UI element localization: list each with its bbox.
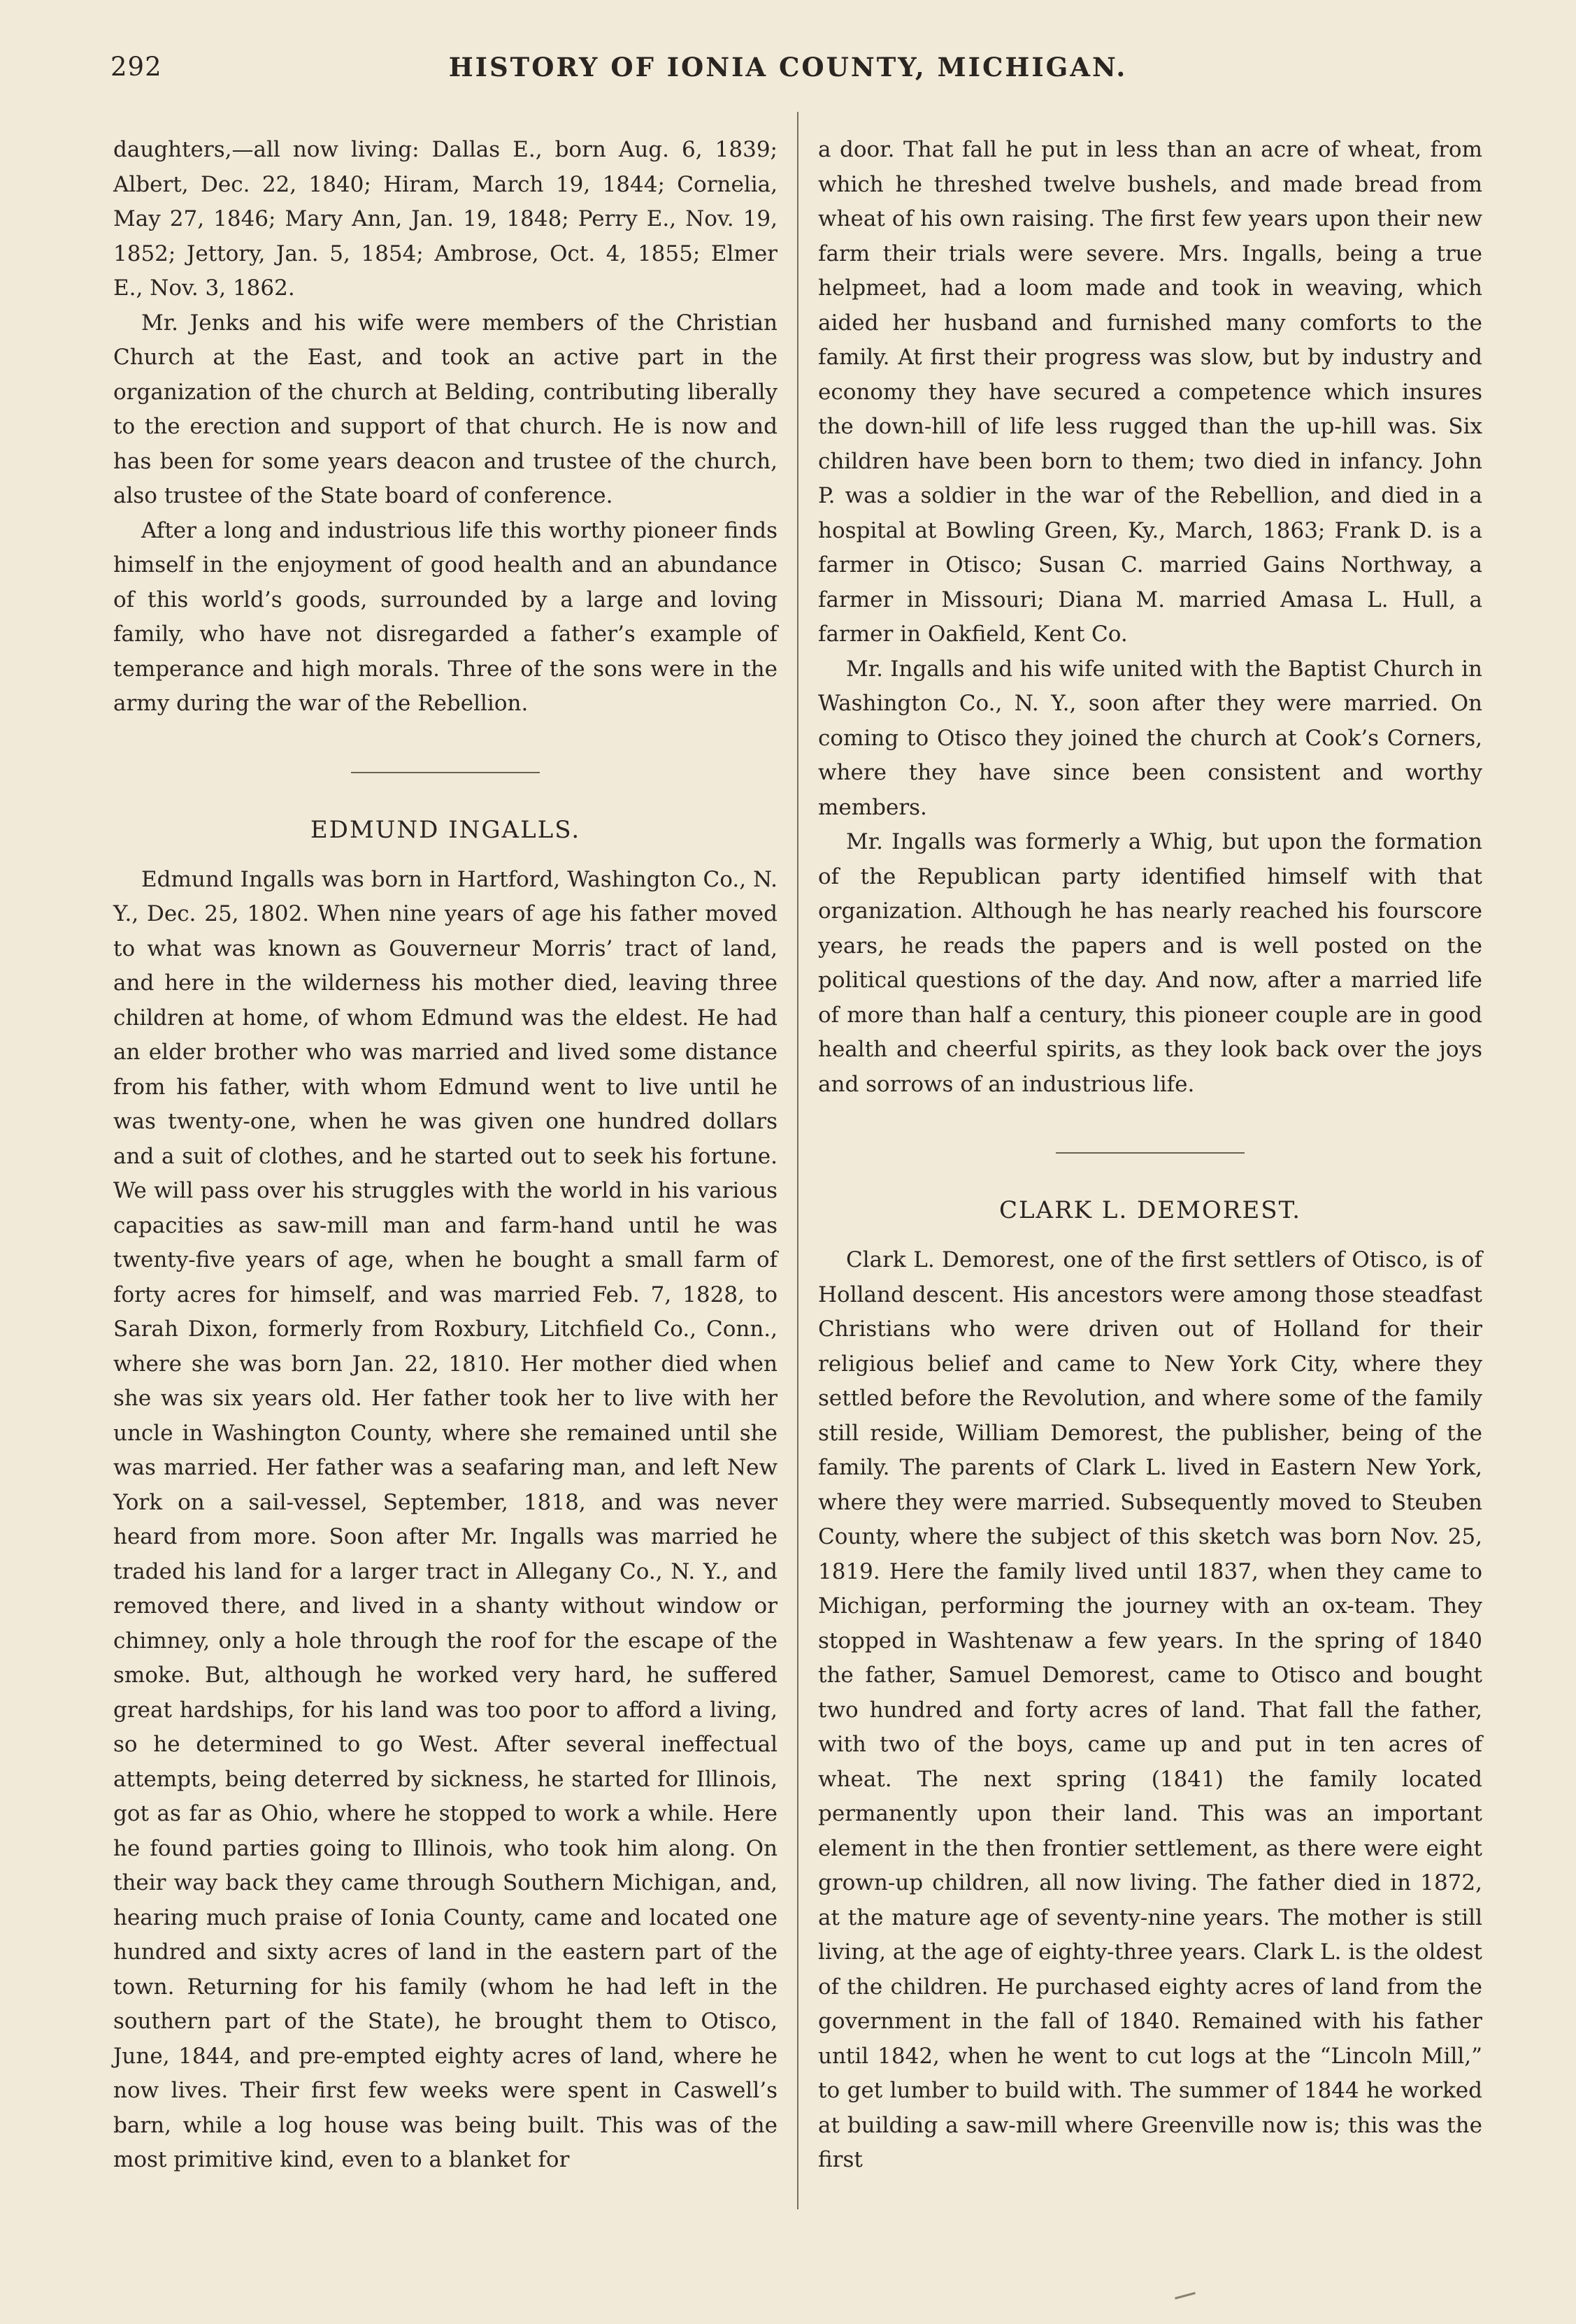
- ingalls-politics-paragraph: Mr. Ingalls was formerly a Whig, but upon the formation of the Republican party identified himself with that organization. Although he has nearly reached his fourscore years, he reads the papers and is well posted on the political questions of the day. And now, after a married life of more than half a century, this pioneer couple are in good health and cheerful spirits, as they look back over the joys and sorrows of an industrious life.: [818, 829, 1482, 1097]
- demorest-biography-paragraph: Clark L. Demorest, one of the first settlers of Otisco, is of Holland descent. His ancestors were among those steadfast Christians who were driven out of Holland for their religious belief and came to New York City, where they settled before the Revolution, and where some of the family still reside, William Demorest, the publisher, being of the family. The parents of Clark L. lived in Eastern New York, where they were married. Subsequently moved to Steuben County, where the subject of this sketch was born Nov. 25, 1819. Here the family lived until 1837, when they came to Michigan, performing the journey with an ox-team. They stopped in Washtenaw a few years. In the spring of 1840 the father, Samuel Demorest, came to Otisco and bought two hundred and forty acres of land. That fall the father, with two of the boys, came up and put in ten acres of wheat. The next spring (1841) the family located permanently upon their land. This was an important element in the then frontier settlement, as there were eight grown-up children, all now living. The father died in 1872, at the mature age of seventy-nine years. The mother is still living, at the age of eighty-three years. Clark L. is the oldest of the children. He purchased eighty acres of land from the government in the fall of 1840. Remained with his father until 1842, when he went to cut logs at the “Lincoln Mill,” to get lumber to build with. The summer of 1844 he worked at building a saw-mill where Greenville now is; this was the first: [818, 1247, 1482, 2172]
- jenks-children-paragraph: daughters,—all now living: Dallas E., born Aug. 6, 1839; Albert, Dec. 22, 1840; Hiram, March 19, 1844; Cornelia, May 27, 1846; Mary Ann, Jan. 19, 1848; Perry E., Nov. 19, 1852; Jettory, Jan. 5, 1854; Ambrose, Oct. 4, 1855; Elmer E., Nov. 3, 1862.: [113, 137, 778, 301]
- running-title: HISTORY OF IONIA COUNTY, MICHIGAN.: [448, 52, 1128, 83]
- section-title-clark-demorest: CLARK L. DEMOREST.: [998, 1196, 1302, 1224]
- left-column: [113, 133, 778, 2178]
- section-divider-rule: [1056, 1152, 1245, 1154]
- jenks-closing-paragraph: After a long and industrious life this worthy pioneer finds himself in the enjoyment of good health and an abundance of this world’s goods, surrounded by a large and loving family, who have not disregarded a father’s example of temperance and high morals. Three of the sons were in the army during the war of the Rebellion.: [113, 517, 778, 716]
- section-title-edmund-ingalls: EDMUND INGALLS.: [310, 815, 581, 844]
- column-divider: [797, 112, 798, 2209]
- ingalls-church-paragraph: Mr. Ingalls and his wife united with the Baptist Church in Washington Co., N. Y., soon after they were married. On coming to Otisco they joined the church at Cook’s Corners, where they have since been consistent and worthy members.: [818, 656, 1482, 820]
- ink-mark: [1175, 2292, 1196, 2300]
- right-column: [818, 133, 1482, 2178]
- section-divider-rule: [351, 772, 540, 773]
- page-number: 292: [110, 52, 162, 82]
- page-header: [105, 48, 1471, 89]
- jenks-church-paragraph: Mr. Jenks and his wife were members of the Christian Church at the East, and took an active part in the organization of the church at Belding, contributing liberally to the erection and support of that church. He is now and has been for some years deacon and trustee of the church, also trustee of the State board of conference.: [113, 310, 778, 508]
- ingalls-farm-paragraph: a door. That fall he put in less than an acre of wheat, from which he threshed twelve bushels, and made bread from wheat of his own raising. The first few years upon their new farm their trials were severe. Mrs. Ingalls, being a true helpmeet, had a loom made and took in weaving, which aided her husband and furnished many comforts to the family. At first their progress was slow, but by industry and economy they have secured a competence which insures the down-hill of life less rugged than the up-hill was. Six children have been born to them; two died in infancy. John P. was a soldier in the war of the Rebellion, and died in a hospital at Bowling Green, Ky., March, 1863; Frank D. is a farmer in Otisco; Susan C. married Gains Northway, a farmer in Missouri; Diana M. married Amasa L. Hull, a farmer in Oakfield, Kent Co.: [818, 137, 1482, 647]
- ingalls-biography-paragraph: Edmund Ingalls was born in Hartford, Washington Co., N. Y., Dec. 25, 1802. When nine years of age his father moved to what was known as Gouverneur Morris’ tract of land, and here in the wilderness his mother died, leaving three children at home, of whom Edmund was the eldest. He had an elder brother who was married and lived some distance from his father, with whom Edmund went to live until he was twenty-one, when he was given one hundred dollars and a suit of clothes, and he started out to seek his fortune. We will pass over his struggles with the world in his various capacities as saw-mill man and farm-hand until he was twenty-five years of age, when he bought a small farm of forty acres for himself, and was married Feb. 7, 1828, to Sarah Dixon, formerly from Roxbury, Litchfield Co., Conn., where she was born Jan. 22, 1810. Her mother died when she was six years old. Her father took her to live with her uncle in Washington County, where she remained until she was married. Her father was a seafaring man, and left New York on a sail-vessel, September, 1818, and was never heard from more. Soon after Mr. Ingalls was married he traded his land for a larger tract in Allegany Co., N. Y., and removed there, and lived in a shanty without window or chimney, only a hole through the roof for the escape of the smoke. But, although he worked very hard, he suffered great hardships, for his land was too poor to afford a living, so he determined to go West. After several ineffectual attempts, being deterred by sickness, he started for Illinois, got as far as Ohio, where he stopped to work a while. Here he found parties going to Illinois, who took him along. On their way back they came through Southern Michigan, and, hearing much praise of Ionia County, came and located one hundred and sixty acres of land in the eastern part of the town. Returning for his family (whom he had left in the southern part of the State), he brought them to Otisco, June, 1844, and pre-empted eighty acres of land, where he now lives. Their first few weeks were spent in Caswell’s barn, while a log house was being built. This was of the most primitive kind, even to a blanket for: [113, 866, 778, 2172]
